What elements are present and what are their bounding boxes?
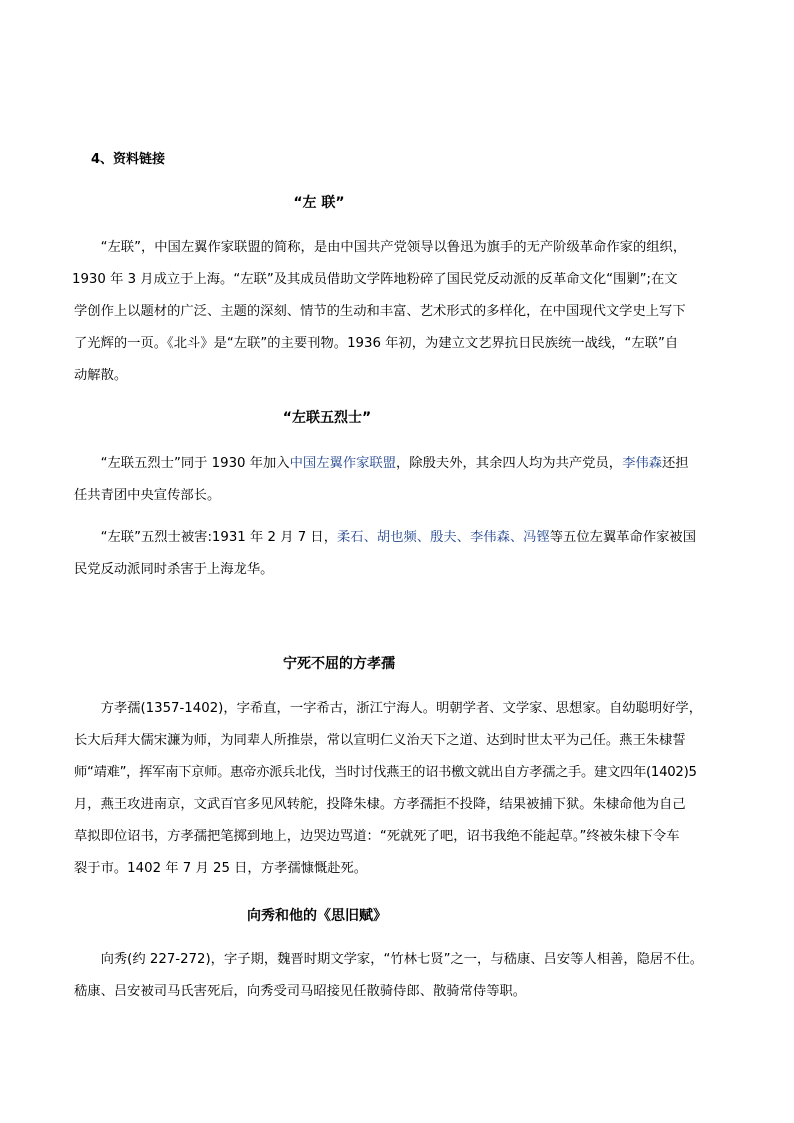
fangxiaoru-line-4: 月，燕王攻进南京，文武百官多见风转舵，投降朱棣。方孝孺拒不投降，结果被捕下狱。朱棣命他为自己 [74,797,686,812]
fangxiaoru-line-5: 草拟即位诏书，方孝孺把笔掷到地上，边哭边骂道：“死就死了吧，诏书我绝不能起草。”终被朱棣下令车 [74,829,680,844]
wulieshi-p2-line-2: 民党反动派同时杀害于上海龙华。 [74,562,274,577]
wulieshi-p1-line-1 [74,448,744,480]
zuolian-line-3: 学创作上以题材的广泛、主题的深刻、情节的生动和丰富、艺术形式的多样化，在中国现代文学史上写下 [74,304,686,319]
wulieshi-p2-line-1 [74,522,744,554]
zuolian-title: “左 联” [293,195,345,211]
wulieshi-p1-text-c: 还担 [661,456,689,471]
link-li-weisen[interactable]: 李伟森 [622,456,662,471]
xiangxiu-line-2: 嵇康、吕安被司马氏害死后，向秀受司马昭接见任散骑侍郎、散骑常侍等职。 [74,984,527,999]
zuolian-line-5: 动解散。 [74,368,128,383]
fangxiaoru-paragraph [74,693,744,885]
link-zuolian[interactable]: 中国左翼作家联盟 [289,456,397,471]
section-heading: 4、资料链接 [91,152,166,167]
wulieshi-p1-text-a: “左联五烈士”同于 1930 年加入 [100,456,290,471]
xiangxiu-line-1: 向秀(约 227-272)，字子期，魏晋时期文学家，“竹林七贤”之一，与嵇康、吕安等人相善，隐居不仕。 [100,952,704,967]
wulieshi-paragraph-2 [74,522,744,586]
wulieshi-p1-text-b: ，除殷夫外，其余四人均为共产党员， [396,456,623,471]
zuolian-paragraph [74,232,744,392]
wulieshi-p2-text-a: “左联”五烈士被害:1931 年 2 月 7 日， [100,530,338,545]
fangxiaoru-line-1: 方孝孺(1357-1402)，字希直，一字希古，浙江宁海人。明朝学者、文学家、思想家。自幼聪明好学， [100,701,703,716]
wulieshi-title: “左联五烈士” [282,410,372,426]
fangxiaoru-line-3: 师“靖难”，挥军南下京师。惠帝亦派兵北伐，当时讨伐燕王的诏书檄文就出自方孝孺之手。建文四年(1402)5 [74,765,697,780]
zuolian-line-2: 1930 年 3 月成立于上海。“左联”及其成员借助文学阵地粉碎了国民党反动派的反革命文化“围剿”;在文 [72,272,678,287]
zuolian-line-4: 了光辉的一页。《北斗》是“左联”的主要刊物。1936 年初，为建立文艺界抗日民族统一战线，“左联”自 [74,336,679,351]
link-five-martyrs[interactable]: 柔石、胡也频、殷夫、李伟森、冯铿 [337,530,550,545]
xiangxiu-title: 向秀和他的《思旧赋》 [247,908,387,924]
fangxiaoru-title: 宁死不屈的方孝孺 [283,656,395,672]
xiangxiu-paragraph [74,944,744,1008]
fangxiaoru-line-2: 长大后拜大儒宋濂为师，为同辈人所推崇，常以宣明仁义治天下之道、达到时世太平为己任。燕王朱棣誓 [74,733,686,748]
wulieshi-paragraph-1 [74,448,744,512]
fangxiaoru-line-6: 裂于市。1402 年 7 月 25 日，方孝孺慷慨赴死。 [74,861,368,876]
zuolian-line-1: “左联”，中国左翼作家联盟的简称，是由中国共产党领导以鲁迅为旗手的无产阶级革命作家的组织， [100,240,687,255]
wulieshi-p1-line-2: 任共青团中央宣传部长。 [74,488,221,503]
wulieshi-p2-text-b: 等五位左翼革命作家被国 [549,530,697,545]
